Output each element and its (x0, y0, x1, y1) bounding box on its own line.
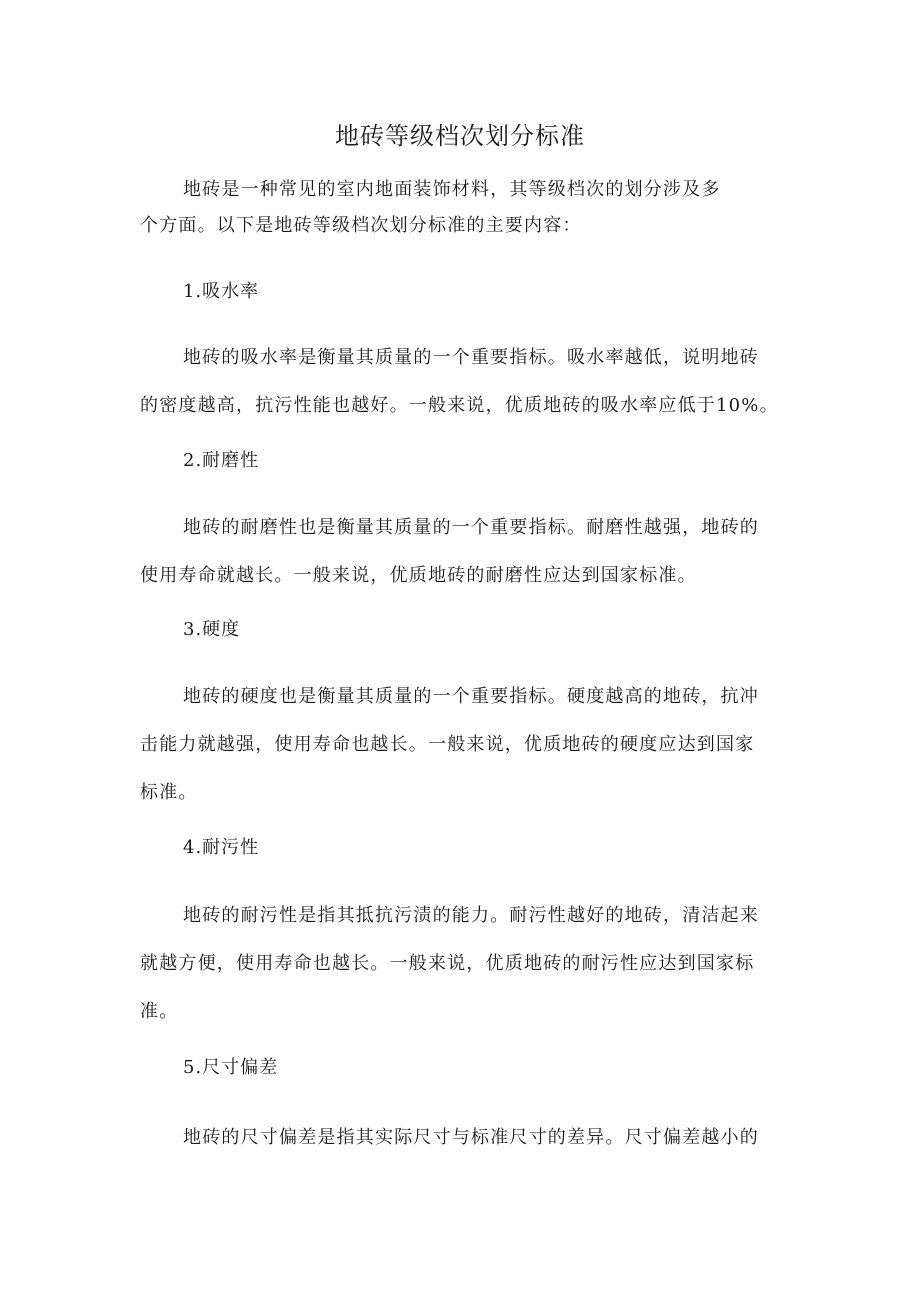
paragraph-line: 地砖的尺寸偏差是指其实际尺寸与标准尺寸的差异。尺寸偏差越小的 (183, 1127, 759, 1148)
section-heading-size-deviation: 5.尺寸偏差 (183, 1057, 279, 1078)
paragraph-line: 个方面。以下是地砖等级档次划分标准的主要内容： (140, 215, 582, 236)
section-heading-water-absorption: 1.吸水率 (183, 281, 260, 302)
paragraph-line: 地砖的耐磨性也是衡量其质量的一个重要指标。耐磨性越强，地砖的 (183, 517, 759, 538)
section-heading-hardness: 3.硬度 (183, 619, 241, 640)
paragraph-line: 地砖是一种常见的室内地面装饰材料，其等级档次的划分涉及多 (183, 179, 721, 200)
section-heading-stain-resistance: 4.耐污性 (183, 837, 260, 858)
document-title: 地砖等级档次划分标准 (335, 122, 585, 150)
paragraph-line: 的密度越高，抗污性能也越好。一般来说，优质地砖的吸水率应低于10%。 (140, 395, 779, 416)
paragraph-line: 就越方便，使用寿命也越长。一般来说，优质地砖的耐污性应达到国家标 (140, 953, 755, 974)
section-body-size-deviation (140, 1120, 790, 1156)
paragraph-line: 地砖的耐污性是指其抵抗污渍的能力。耐污性越好的地砖，清洁起来 (183, 905, 759, 926)
section-heading-wear-resistance: 2.耐磨性 (183, 450, 260, 471)
section-body-water-absorption (140, 340, 790, 424)
paragraph-line: 地砖的硬度也是衡量其质量的一个重要指标。硬度越高的地砖，抗冲 (183, 686, 759, 707)
section-body-wear-resistance (140, 510, 790, 594)
paragraph-line: 使用寿命就越长。一般来说，优质地砖的耐磨性应达到国家标准。 (140, 565, 697, 586)
intro-paragraph (140, 172, 790, 244)
paragraph-line: 标准。 (140, 782, 198, 803)
paragraph-line: 准。 (140, 1001, 179, 1022)
paragraph-line: 击能力就越强，使用寿命也越长。一般来说，优质地砖的硬度应达到国家 (140, 734, 755, 755)
paragraph-line: 地砖的吸水率是衡量其质量的一个重要指标。吸水率越低，说明地砖 (183, 347, 759, 368)
section-body-stain-resistance (140, 898, 790, 1030)
section-body-hardness (140, 679, 790, 811)
